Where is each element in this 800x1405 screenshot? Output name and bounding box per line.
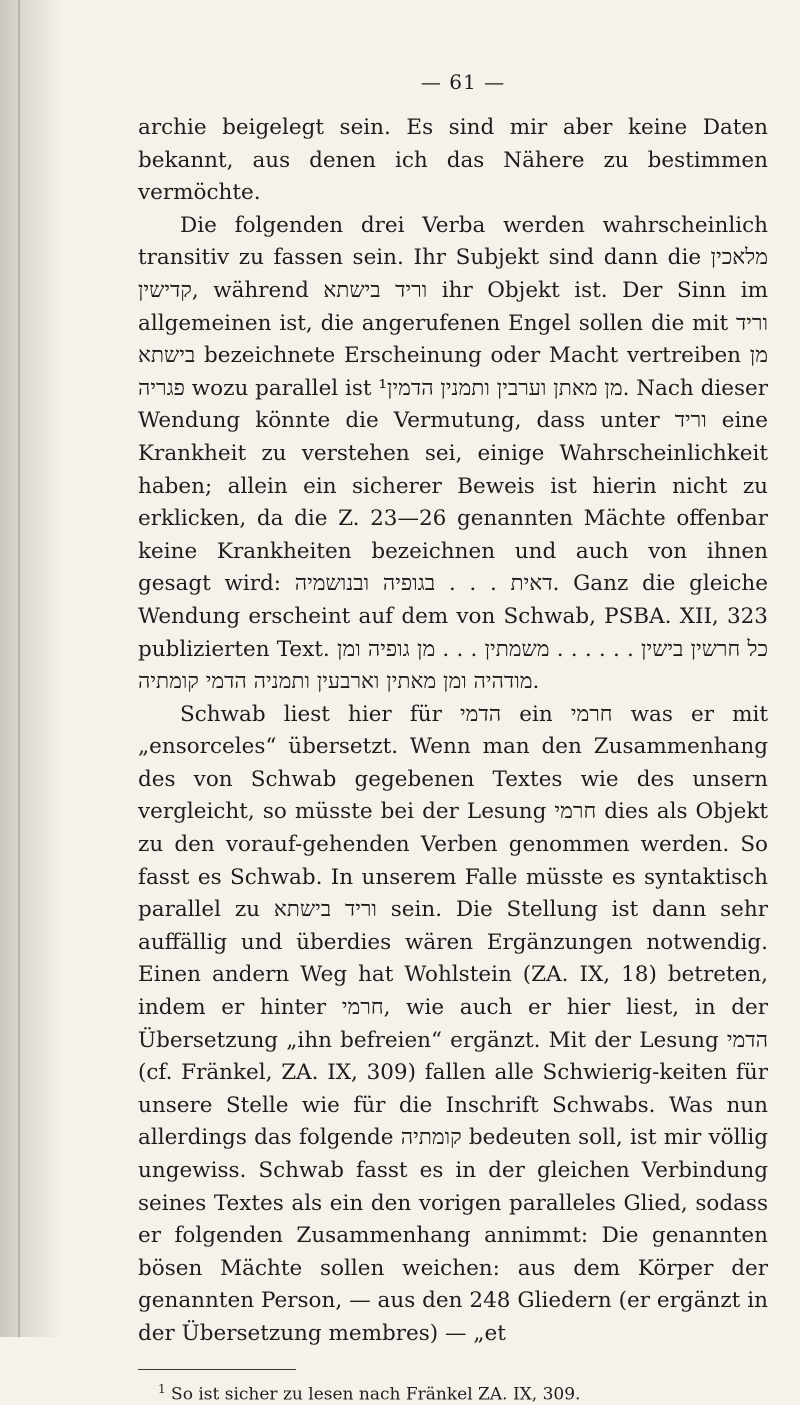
footnote: [138, 1378, 768, 1405]
scan-page-edge: [0, 0, 62, 1337]
paragraph-1: archie beigelegt sein. Es sind mir aber keine Daten bekannt, aus denen ich das Nähere zu bestimmen vermöchte.: [138, 115, 768, 206]
footnote-divider: [138, 1369, 296, 1370]
footnote-marker: 1: [158, 1381, 166, 1396]
body-text: [138, 112, 768, 1351]
paragraph-3: Schwab liest hier für הדמי ein חרמי was er mit „ensorceles“ übersetzt. Wenn man den Zusammenhang des von Schwab gegebenen Textes wie des unsern vergleicht, so müsste bei der Lesung חרמי dies als Objekt zu den vorauf-gehenden Verben genommen werden. So fasst es Schwab. In unserem Falle müsste es syntaktisch parallel zu וריד בישתא sein. Die Stellung ist dann sehr auffällig und überdies wären Ergänzungen notwendig. Einen andern Weg hat Wohlstein (ZA. IX, 18) betreten, indem er hinter חרמי, wie auch er hier liest, in der Übersetzung „ihn befreien“ ergänzt. Mit der Lesung הדמי (cf. Fränkel, ZA. IX, 309) fallen alle Schwierig-keiten für unsere Stelle wie für die Inschrift Schwabs. Was nun allerdings das folgende קומתיה bedeuten soll, ist mir völlig ungewiss. Schwab fasst es in der gleichen Verbindung seines Textes als ein den vorigen paralleles Glied, sodass er folgenden Zusammenhang annimmt: Die genannten bösen Mächte sollen weichen: aus dem Körper der genannten Person, — aus den 248 Gliedern (er ergänzt in der Übersetzung membres) — „et: [138, 701, 769, 1346]
page-number: — 61 —: [420, 70, 506, 94]
footnote-text: So ist sicher zu lesen nach Fränkel ZA. IX, 309.: [171, 1384, 581, 1405]
paragraph-2: Die folgenden drei Verba werden wahrscheinlich transitiv zu fassen sein. Ihr Subjekt sind dann die מלאכין קדישין, während וריד בישתא ihr Objekt ist. Der Sinn im allgemeinen ist, die angerufenen Engel sollen die mit וריד בישתא bezeichnete Erscheinung oder Macht vertreiben מן פגריה wozu parallel ist ¹מן מאתן וערבין ותמנין הדמין. Nach dieser Wendung könnte die Vermutung, dass unter וריד eine Krankheit zu verstehen sei, einige Wahrscheinlichkeit haben; allein ein sicherer Beweis ist hierin nicht zu erklicken, da die Z. 23—26 genannten Mächte offenbar keine Krankheiten bezeichnen und auch von ihnen gesagt wird: דאית . . . בגופיה ובנושמיה. Ganz die gleiche Wendung erscheint auf dem von Schwab, PSBA. XII, 323 publizierten Text. כל חרשין בישין . . . . . . משמתין . . . מן גופיה ומן מודהיה ומן מאתין וארבעין ותמניה הדמי קומתיה.: [138, 212, 769, 695]
document-page: [138, 70, 768, 1405]
